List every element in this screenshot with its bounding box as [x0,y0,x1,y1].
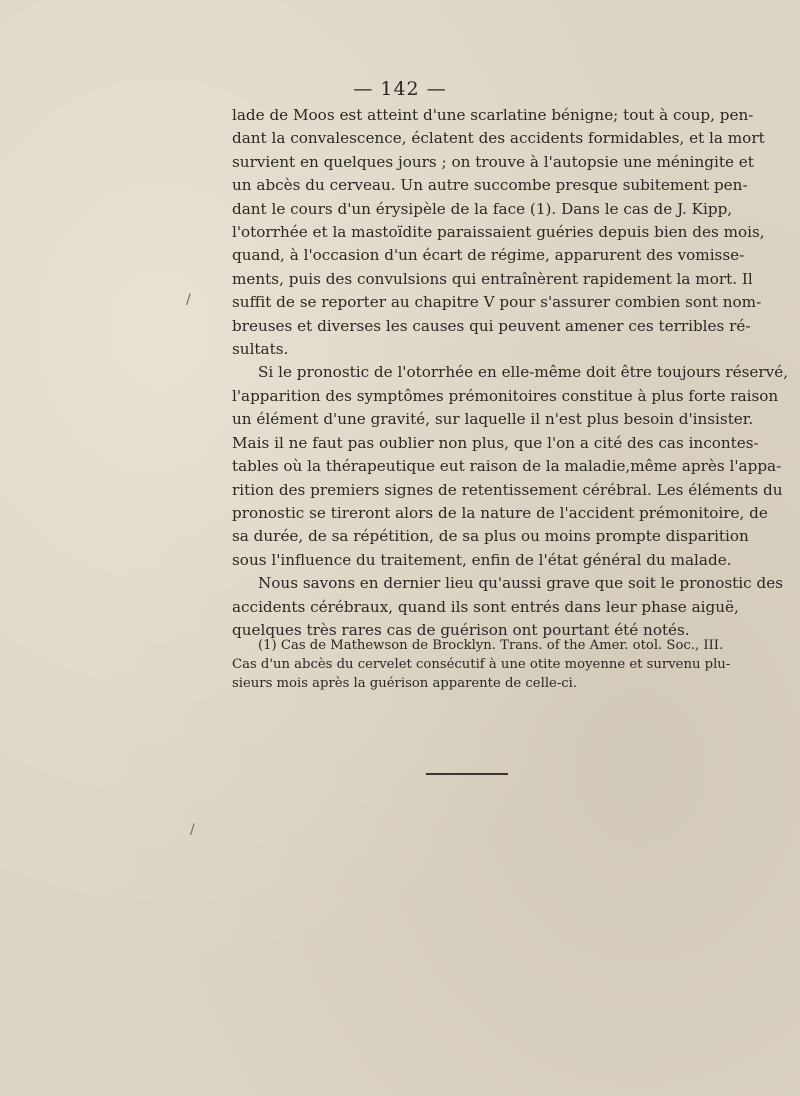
text-line: Si le pronostic de l'otorrhée en elle-même doit être toujours réservé, [258,363,789,382]
section-rule [426,773,508,775]
body-text [232,104,789,642]
text-line: suffit de se reporter au chapitre V pour s'assurer combien sont nom- [232,293,762,312]
text-line: survient en quelques jours ; on trouve à l'autopsie une méningite et [232,152,754,171]
text-line: accidents cérébraux, quand ils sont entrés dans leur phase aiguë, [232,597,739,616]
footnote-line: Cas d'un abcès du cervelet consécutif à une otite moyenne et survenu plu- [232,657,731,672]
text-line: rition des premiers signes de retentissement cérébral. Les éléments du [232,480,783,499]
text-line: ments, puis des convulsions qui entraînèrent rapidement la mort. Il [232,269,753,288]
text-line: dant le cours d'un érysipèle de la face (1). Dans le cas de J. Kipp, [232,199,733,218]
footnote-line: sieurs mois après la guérison apparente de celle-ci. [232,676,578,691]
text-line: breuses et diverses les causes qui peuvent amener ces terribles ré- [232,316,751,335]
text-line: quelques très rares cas de guérison ont pourtant été notés. [232,620,690,639]
paragraph-2 [232,361,789,572]
page-number: — 142 — [353,78,447,100]
margin-stray-mark: / [190,822,195,838]
text-line: Mais il ne faut pas oublier non plus, que l'on a cité des cas incontes- [232,433,759,452]
text-line: l'apparition des symptômes prémonitoires constitue à plus forte raison [232,386,779,405]
text-line: lade de Moos est atteint d'une scarlatine bénigne; tout à coup, pen- [232,106,754,124]
text-line: tables où la thérapeutique eut raison de la maladie,même après l'appa- [232,457,782,476]
text-line: sultats. [232,340,289,359]
paragraph-1 [232,104,765,361]
text-line: Nous savons en dernier lieu qu'aussi grave que soit le pronostic des [258,574,783,593]
paragraph-3 [232,572,783,642]
text-line: un élément d'une gravité, sur laquelle il n'est plus besoin d'insister. [232,410,754,429]
footnote [232,636,731,693]
text-line: dant la convalescence, éclatent des accidents formidables, et la mort [232,129,765,148]
text-line: pronostic se tireront alors de la nature de l'accident prémonitoire, de [232,503,768,522]
text-line: un abcès du cerveau. Un autre succombe presque subitement pen- [232,176,748,195]
text-line: l'otorrhée et la mastoïdite paraissaient guéries depuis bien des mois, [232,223,765,242]
margin-stray-mark: / [186,292,191,308]
text-line: quand, à l'occasion d'un écart de régime, apparurent des vomisse- [232,246,745,265]
text-line: sous l'influence du traitement, enfin de l'état général du malade. [232,550,732,569]
footnote-line: (1) Cas de Mathewson de Brocklyn. Trans. of the Amer. otol. Soc., III. [258,638,724,653]
text-line: sa durée, de sa répétition, de sa plus ou moins prompte disparition [232,527,749,546]
